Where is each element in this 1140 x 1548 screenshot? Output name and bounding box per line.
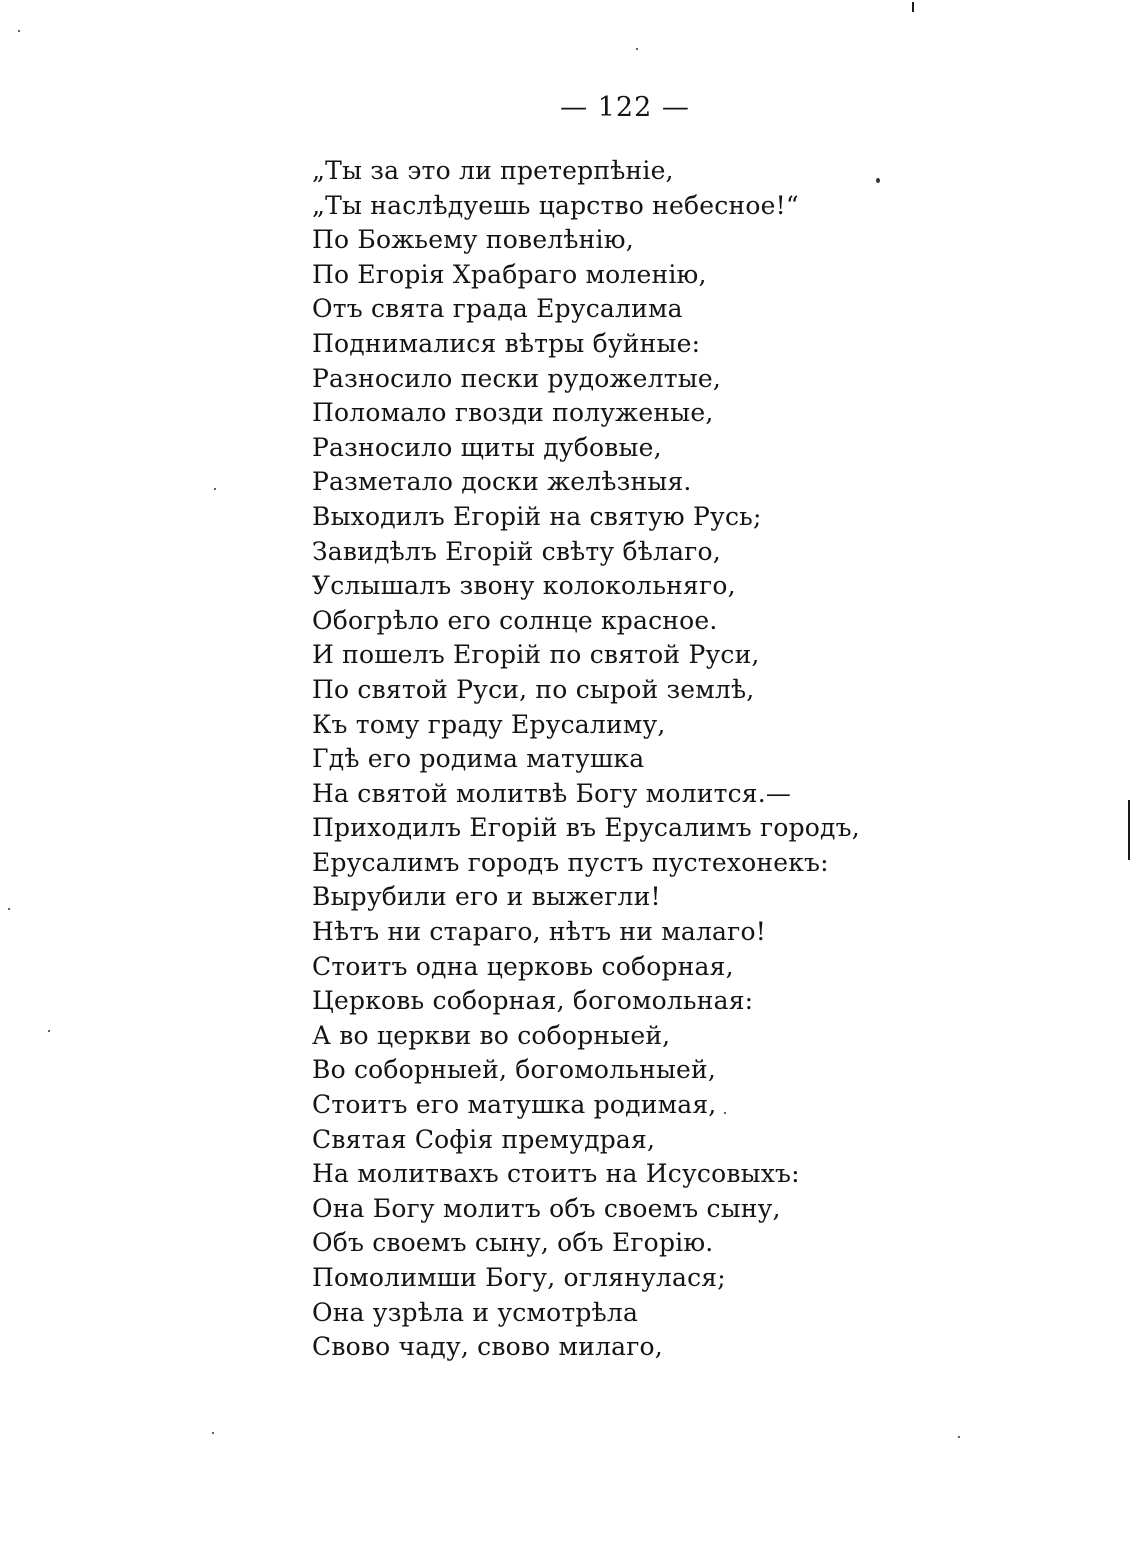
poem-line: „Ты наслѣдуешь царство небесное!“ bbox=[312, 190, 799, 220]
poem-line: Къ тому граду Ерусалиму, bbox=[312, 709, 666, 739]
poem-line: Она Богу молитъ объ своемъ сыну, bbox=[312, 1193, 781, 1223]
poem-line: И пошелъ Егорій по святой Руси, bbox=[312, 640, 760, 670]
scan-speck bbox=[48, 1030, 50, 1032]
poem-line: Поломало гвозди полуженые, bbox=[312, 398, 714, 428]
poem-line: Святая Софія премудрая, bbox=[312, 1124, 656, 1154]
poem-line: Ерусалимъ городъ пустъ пустехонекъ: bbox=[312, 847, 829, 877]
poem-line: Разносило пески рудожелтые, bbox=[312, 363, 722, 393]
poem-line: Отъ свята града Ерусалима bbox=[312, 294, 683, 324]
scan-speck bbox=[724, 1112, 726, 1114]
scan-speck bbox=[636, 48, 638, 50]
poem-line: Стоитъ одна церковь соборная, bbox=[312, 951, 734, 981]
poem-line: Разносило щиты дубовые, bbox=[312, 432, 662, 462]
poem-line: Услышалъ звону колокольняго, bbox=[312, 571, 736, 601]
scan-edge-mark bbox=[1128, 800, 1130, 860]
poem-line: На святой молитвѣ Богу молится.— bbox=[312, 778, 792, 808]
poem-line: Разметало доски желѣзныя. bbox=[312, 467, 692, 497]
poem-line: На молитвахъ стоитъ на Исусовыхъ: bbox=[312, 1159, 800, 1189]
poem-line: Во соборныей, богомольныей, bbox=[312, 1055, 717, 1085]
poem-line: Стоитъ его матушка родимая, bbox=[312, 1090, 717, 1120]
scan-speck bbox=[212, 1432, 214, 1434]
poem-line: Свово чаду, свово милаго, bbox=[312, 1332, 663, 1362]
poem-line: А во церкви во соборныей, bbox=[312, 1020, 671, 1050]
poem-line: По Егорія Храбраго моленію, bbox=[312, 259, 707, 289]
poem-line: Помолимши Богу, оглянулася; bbox=[312, 1263, 726, 1292]
poem-line: Она узрѣла и усмотрѣла bbox=[312, 1297, 639, 1327]
poem-line: Вырубили его и выжегли! bbox=[312, 882, 661, 912]
scan-speck bbox=[958, 1436, 960, 1438]
poem-line: „Ты за это ли претерпѣніе, bbox=[312, 156, 674, 185]
poem-line: Нѣтъ ни стараго, нѣтъ ни малаго! bbox=[312, 917, 766, 947]
poem-line: Поднималися вѣтры буйные: bbox=[312, 328, 701, 358]
poem-line: По Божьему повелѣнію, bbox=[312, 225, 634, 255]
poem-line: Церковь соборная, богомольная: bbox=[312, 986, 754, 1016]
poem-line: Обогрѣло его солнце красное. bbox=[312, 605, 718, 635]
scan-speck bbox=[8, 908, 10, 910]
poem-line: Объ своемъ сыну, объ Егорію. bbox=[312, 1228, 714, 1258]
scan-speck bbox=[876, 178, 880, 183]
poem-line: По святой Руси, по сырой землѣ, bbox=[312, 674, 755, 704]
poem-line: Приходилъ Егорій въ Ерусалимъ городъ, bbox=[312, 813, 860, 843]
poem-line: Выходилъ Егорій на святую Русь; bbox=[312, 501, 762, 531]
poem-text bbox=[312, 154, 860, 1365]
scan-speck bbox=[214, 488, 216, 490]
poem-line: Завидѣлъ Егорій свѣту бѣлаго, bbox=[312, 536, 721, 566]
scan-speck bbox=[18, 30, 20, 32]
scan-edge-mark bbox=[912, 2, 914, 12]
poem-line: Гдѣ его родима матушка bbox=[312, 744, 645, 774]
page-number: — 122 — bbox=[560, 92, 690, 123]
